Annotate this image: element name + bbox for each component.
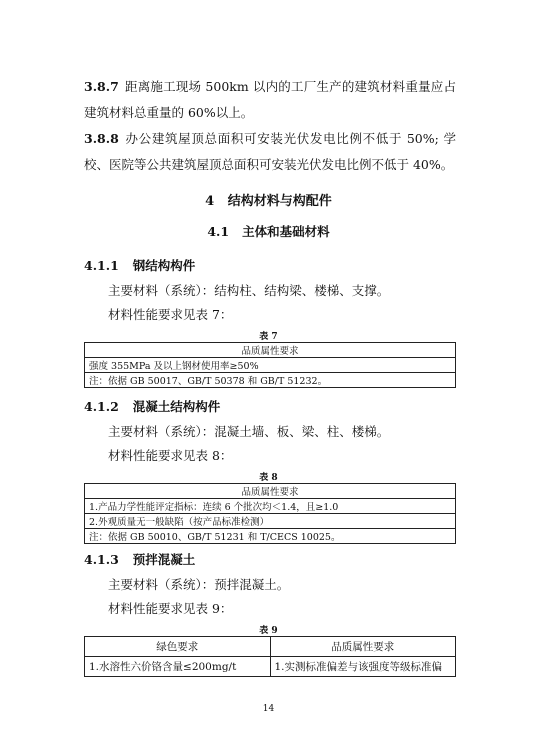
- main-materials-text: 主要材料（系统）：混凝土墙、板、梁、柱、楼梯。: [108, 424, 390, 439]
- table-row: 2.外观质量无一般缺陷（按产品标准检测）: [85, 514, 456, 529]
- table-caption: 表 7: [259, 332, 278, 342]
- clause-text: 距离施工现场 500km 以内的工厂生产的建筑材料重量应占建筑材料总重量的 60%以上。: [84, 79, 456, 120]
- requirement-note: 材料性能要求见表 9：: [108, 601, 233, 616]
- subsection-number: 4.1.1: [84, 258, 119, 273]
- requirement-note: 材料性能要求见表 7：: [108, 307, 233, 322]
- subsection-title: 预拌混凝土: [132, 552, 196, 567]
- subsection-heading-4-1-2: [84, 397, 220, 415]
- table-header-quality: 品质属性要求: [270, 637, 456, 657]
- page-number: 14: [262, 704, 275, 714]
- table-row: 强度 355MPa 及以上钢材使用率≥50%: [85, 358, 456, 373]
- table-header: 品质属性要求: [85, 484, 456, 499]
- main-materials-text: 主要材料（系统）：结构柱、结构梁、楼梯、支撑。: [108, 283, 390, 298]
- table-cell: 1.实测标准偏差与该强度等级标准偏: [270, 657, 456, 677]
- table-header-green: 绿色要求: [85, 637, 271, 657]
- table-cell: 1.水溶性六价铬含量≤200mg/t: [85, 657, 271, 677]
- chapter-number: 4: [205, 194, 215, 209]
- table-9: [84, 636, 456, 677]
- subsection-title: 混凝土结构构件: [132, 399, 221, 414]
- section-number: 4.1: [207, 224, 230, 239]
- chapter-title: 结构材料与构配件: [227, 194, 332, 209]
- clause-number: 3.8.8: [84, 131, 119, 146]
- clause-3-8-8: [84, 126, 456, 178]
- subsection-title: 钢结构构件: [132, 258, 196, 273]
- table-row: 1.产品力学性能评定指标：连续 6 个批次均＜1.4，且≥1.0: [85, 499, 456, 514]
- table-8: [84, 483, 456, 544]
- section-title: 主体和基础材料: [242, 224, 330, 239]
- chapter-heading: [0, 190, 537, 209]
- table-note: 注：依据 GB 50017、GB/T 50378 和 GB/T 51232。: [85, 373, 456, 388]
- clause-3-8-7: [84, 74, 456, 126]
- table-note: 注：依据 GB 50010、GB/T 51231 和 T/CECS 10025。: [85, 529, 456, 544]
- subsection-heading-4-1-3: [84, 550, 195, 568]
- subsection-heading-4-1-1: [84, 256, 195, 274]
- table-header: 品质属性要求: [85, 343, 456, 358]
- subsection-number: 4.1.3: [84, 552, 119, 567]
- main-materials-text: 主要材料（系统）：预拌混凝土。: [108, 577, 290, 592]
- table-caption: 表 8: [259, 473, 278, 483]
- section-heading: [0, 222, 537, 240]
- clause-number: 3.8.7: [84, 79, 119, 94]
- requirement-note: 材料性能要求见表 8：: [108, 448, 233, 463]
- clause-text: 办公建筑屋顶总面积可安装光伏发电比例不低于 50%; 学校、医院等公共建筑屋顶总面积可安装光伏发电比例不低于 40%。: [84, 131, 456, 172]
- table-7: [84, 342, 456, 388]
- subsection-number: 4.1.2: [84, 399, 119, 414]
- table-caption: 表 9: [259, 626, 278, 636]
